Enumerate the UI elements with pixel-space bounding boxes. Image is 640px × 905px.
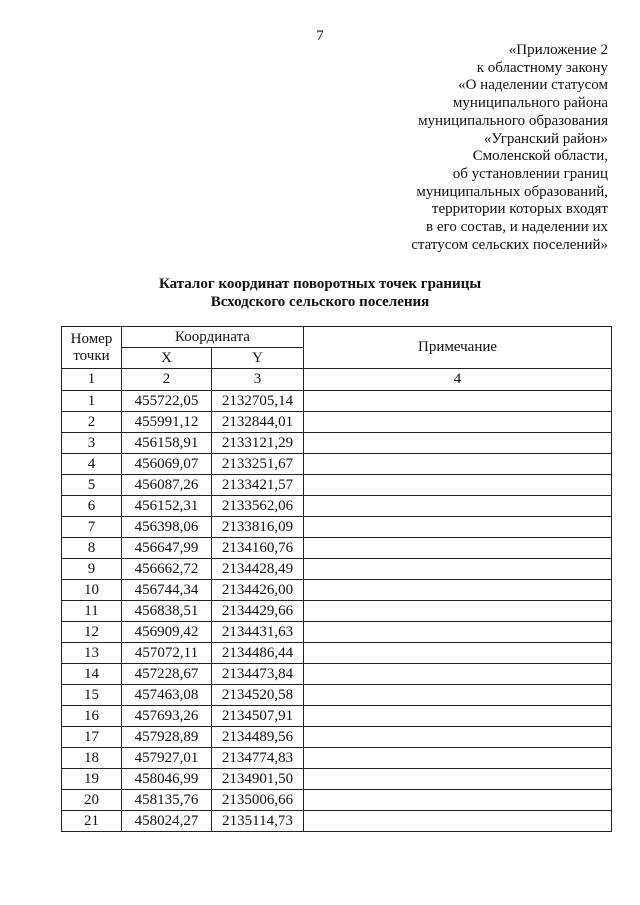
table-row (62, 580, 612, 601)
note-cell (304, 706, 612, 727)
point-number-cell: 9 (62, 559, 122, 580)
y-coordinate-cell: 2135114,73 (212, 811, 304, 832)
table-row (62, 790, 612, 811)
x-coordinate-cell: 456744,34 (122, 580, 212, 601)
y-coordinate-cell: 2133421,57 (212, 475, 304, 496)
note-cell (304, 496, 612, 517)
y-coordinate-cell: 2132705,14 (212, 391, 304, 412)
appendix-line: статусом сельских поселений» (411, 236, 608, 253)
note-cell (304, 748, 612, 769)
note-cell (304, 517, 612, 538)
page-number: 7 (316, 28, 324, 44)
note-cell (304, 601, 612, 622)
x-coordinate-cell: 457463,08 (122, 685, 212, 706)
point-number-cell: 15 (62, 685, 122, 706)
point-number-cell: 1 (62, 391, 122, 412)
y-coordinate-cell: 2134489,56 (212, 727, 304, 748)
x-coordinate-cell: 456662,72 (122, 559, 212, 580)
point-number-cell: 8 (62, 538, 122, 559)
table-row (62, 643, 612, 664)
x-coordinate-cell: 456647,99 (122, 538, 212, 559)
x-coordinate-cell: 457927,01 (122, 748, 212, 769)
note-cell (304, 433, 612, 454)
note-cell (304, 622, 612, 643)
point-number-header (62, 327, 122, 369)
note-cell (304, 727, 612, 748)
y-coordinate-cell: 2133816,09 (212, 517, 304, 538)
title-line: Каталог координат поворотных точек границы (158, 276, 482, 292)
point-number-cell: 3 (62, 433, 122, 454)
note-cell (304, 559, 612, 580)
y-coordinate-cell: 2132844,01 (212, 412, 304, 433)
y-coordinate-cell: 2134520,58 (212, 685, 304, 706)
table-row (62, 412, 612, 433)
note-header: Примечание (304, 327, 612, 369)
point-number-cell: 7 (62, 517, 122, 538)
y-coordinate-cell: 2134429,66 (212, 601, 304, 622)
table-row (62, 496, 612, 517)
x-coordinate-cell: 456152,31 (122, 496, 212, 517)
note-cell (304, 580, 612, 601)
point-number-header-line2: точки (73, 347, 110, 364)
point-number-cell: 21 (62, 811, 122, 832)
x-coordinate-cell: 457072,11 (122, 643, 212, 664)
table-row (62, 748, 612, 769)
x-coordinate-cell: 457693,26 (122, 706, 212, 727)
coordinates-table (61, 326, 612, 832)
table-row (62, 391, 612, 412)
appendix-line: «Приложение 2 (508, 42, 608, 58)
x-coordinate-cell: 458024,27 (122, 811, 212, 832)
note-cell (304, 538, 612, 559)
appendix-line: муниципальных образований, (416, 183, 608, 200)
point-number-cell: 18 (62, 748, 122, 769)
table-row (62, 433, 612, 454)
column-number-4: 4 (304, 369, 612, 391)
x-coordinate-cell: 456398,06 (122, 517, 212, 538)
point-number-cell: 2 (62, 412, 122, 433)
point-number-cell: 6 (62, 496, 122, 517)
x-coordinate-cell: 456909,42 (122, 622, 212, 643)
y-coordinate-cell: 2134473,84 (212, 664, 304, 685)
column-number-2: 2 (122, 369, 212, 391)
y-coordinate-cell: 2134774,83 (212, 748, 304, 769)
table-row (62, 475, 612, 496)
note-cell (304, 643, 612, 664)
table-row (62, 559, 612, 580)
appendix-line: об установлении границ (452, 165, 608, 182)
x-coordinate-cell: 458135,76 (122, 790, 212, 811)
x-coordinate-cell: 456838,51 (122, 601, 212, 622)
y-coordinate-cell: 2134160,76 (212, 538, 304, 559)
note-cell (304, 685, 612, 706)
y-coordinate-cell: 2134901,50 (212, 769, 304, 790)
point-number-cell: 11 (62, 601, 122, 622)
y-coordinate-cell: 2135006,66 (212, 790, 304, 811)
note-cell (304, 475, 612, 496)
table-row (62, 517, 612, 538)
point-number-header-line1: Номер (70, 330, 113, 347)
appendix-line: муниципального образования (418, 112, 608, 129)
table-header (62, 327, 612, 391)
note-cell (304, 664, 612, 685)
y-coordinate-cell: 2134426,00 (212, 580, 304, 601)
table-row (62, 685, 612, 706)
point-number-cell: 10 (62, 580, 122, 601)
point-number-cell: 5 (62, 475, 122, 496)
y-coordinate-cell: 2134431,63 (212, 622, 304, 643)
point-number-cell: 4 (62, 454, 122, 475)
point-number-cell: 16 (62, 706, 122, 727)
x-coordinate-cell: 456158,91 (122, 433, 212, 454)
x-coordinate-cell: 455722,05 (122, 391, 212, 412)
appendix-line: «О наделении статусом (458, 77, 608, 94)
x-coordinate-cell: 458046,99 (122, 769, 212, 790)
appendix-line: Смоленской области, (472, 148, 608, 165)
point-number-cell: 14 (62, 664, 122, 685)
y-coordinate-cell: 2133251,67 (212, 454, 304, 475)
note-cell (304, 391, 612, 412)
x-coordinate-cell: 456087,26 (122, 475, 212, 496)
point-number-cell: 12 (62, 622, 122, 643)
y-coordinate-cell: 2133562,06 (212, 496, 304, 517)
point-number-cell: 13 (62, 643, 122, 664)
x-coordinate-cell: 457928,89 (122, 727, 212, 748)
table-body (62, 391, 612, 832)
x-header: X (122, 348, 212, 369)
appendix-line: в его состав, и наделении их (426, 219, 608, 236)
table-row (62, 727, 612, 748)
appendix-line: территории которых входят (431, 201, 608, 218)
y-coordinate-cell: 2134486,44 (212, 643, 304, 664)
document-title (0, 275, 640, 311)
table-row (62, 664, 612, 685)
appendix-line: «Угранский район» (483, 130, 608, 147)
note-cell (304, 412, 612, 433)
x-coordinate-cell: 457228,67 (122, 664, 212, 685)
note-cell (304, 769, 612, 790)
point-number-cell: 17 (62, 727, 122, 748)
point-number-cell: 20 (62, 790, 122, 811)
table-row (62, 538, 612, 559)
table-row (62, 622, 612, 643)
appendix-block (411, 42, 608, 254)
table-row (62, 811, 612, 832)
x-coordinate-cell: 456069,07 (122, 454, 212, 475)
x-coordinate-cell: 455991,12 (122, 412, 212, 433)
table-row (62, 454, 612, 475)
y-coordinate-cell: 2133121,29 (212, 433, 304, 454)
appendix-line: муниципального района (452, 95, 608, 112)
table-row (62, 706, 612, 727)
table-row (62, 601, 612, 622)
point-number-cell: 19 (62, 769, 122, 790)
column-number-1: 1 (62, 369, 122, 391)
note-cell (304, 790, 612, 811)
note-cell (304, 811, 612, 832)
y-coordinate-cell: 2134428,49 (212, 559, 304, 580)
title-line: Всходского сельского поселения (210, 294, 430, 310)
y-coordinate-cell: 2134507,91 (212, 706, 304, 727)
note-cell (304, 454, 612, 475)
coordinate-header: Координата (122, 327, 304, 348)
table-row (62, 769, 612, 790)
column-number-3: 3 (212, 369, 304, 391)
appendix-line: к областному закону (476, 59, 608, 76)
y-header: Y (212, 348, 304, 369)
